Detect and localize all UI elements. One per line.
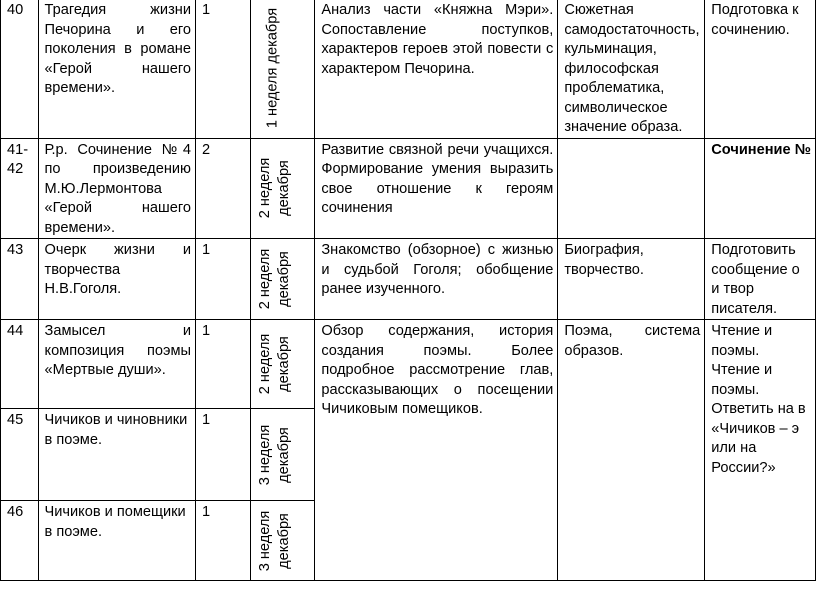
table-row bbox=[1, 320, 816, 409]
lesson-topic: Трагедия жизни Печорина и его поколения в романе «Герой нашего времени». bbox=[38, 0, 195, 138]
lesson-hours: 2 bbox=[195, 138, 250, 239]
lesson-homework: Чтение и поэмы. Чтение и поэмы. Ответить на в «Чичиков – э или на России?» bbox=[705, 320, 816, 581]
lesson-number: 40 bbox=[1, 0, 39, 138]
lesson-terms: Сюжетная самодостаточность, кульминация, философская проблематика, символическое значение образа. bbox=[558, 0, 705, 138]
lesson-date: 1 неделя декабря bbox=[264, 8, 281, 129]
lesson-terms: Поэма, система образов. bbox=[558, 320, 705, 581]
lesson-terms: Биография, творчество. bbox=[558, 239, 705, 320]
lesson-hours: 1 bbox=[195, 409, 250, 501]
lesson-number: 43 bbox=[1, 239, 39, 320]
lesson-content: Обзор содержания, история создания поэмы. Более подробное рассмотрение глав, рассказывающих о посещении Чичиковым помещиков. bbox=[315, 320, 558, 581]
lesson-topic: Р.р. Сочинение №4 по произведению М.Ю.Лермонтова «Герой нашего времени». bbox=[38, 138, 195, 239]
lesson-content: Развитие связной речи учащихся. Формирование умения выразить свое отношение к героям сочинения bbox=[315, 138, 558, 239]
lesson-date-cell bbox=[250, 501, 314, 581]
lesson-date: 3 неделя декабря bbox=[256, 424, 292, 485]
lesson-terms bbox=[558, 138, 705, 239]
lesson-date-cell bbox=[250, 320, 314, 409]
lesson-hours: 1 bbox=[195, 320, 250, 409]
lesson-hours: 1 bbox=[195, 501, 250, 581]
lesson-homework bbox=[705, 0, 816, 138]
lesson-date: 2 неделя декабря bbox=[256, 157, 292, 219]
lesson-content: Знакомство (обзорное) с жизнью и судьбой Гоголя; обобщение ранее изученного. bbox=[315, 239, 558, 320]
lesson-number: 46 bbox=[1, 501, 39, 581]
table-row bbox=[1, 239, 816, 320]
table-row bbox=[1, 138, 816, 239]
lesson-content: Анализ части «Княжна Мэри». Сопоставление поступков, характеров героев этой повести с характером Печорина. bbox=[315, 0, 558, 138]
lesson-topic: Замысел и композиция поэмы «Мертвые души». bbox=[38, 320, 195, 409]
lesson-date: 2 неделя декабря bbox=[256, 333, 292, 395]
lesson-homework bbox=[705, 138, 816, 239]
lesson-topic: Чичиков и чиновники в поэме. bbox=[38, 409, 195, 501]
lesson-topic: Чичиков и помещики в поэме. bbox=[38, 501, 195, 581]
homework-text: Подготовка к сочинению. bbox=[711, 2, 799, 38]
lesson-date: 2 неделя декабря bbox=[256, 248, 292, 310]
lesson-topic: Очерк жизни и творчества Н.В.Гоголя. bbox=[38, 239, 195, 320]
homework-text: Сочинение № bbox=[711, 141, 811, 158]
table-row bbox=[1, 0, 816, 138]
lesson-date: 3 неделя декабря bbox=[256, 510, 292, 571]
lesson-hours: 1 bbox=[195, 239, 250, 320]
lesson-number: 41-42 bbox=[1, 138, 39, 239]
lesson-date-cell bbox=[250, 239, 314, 320]
lesson-number: 44 bbox=[1, 320, 39, 409]
lesson-date-cell bbox=[250, 138, 314, 239]
lesson-date-cell bbox=[250, 0, 314, 138]
lesson-date-cell bbox=[250, 409, 314, 501]
lesson-number: 45 bbox=[1, 409, 39, 501]
lesson-hours: 1 bbox=[195, 0, 250, 138]
lesson-homework: Подготовить сообщение о и твор писателя. bbox=[705, 239, 816, 320]
